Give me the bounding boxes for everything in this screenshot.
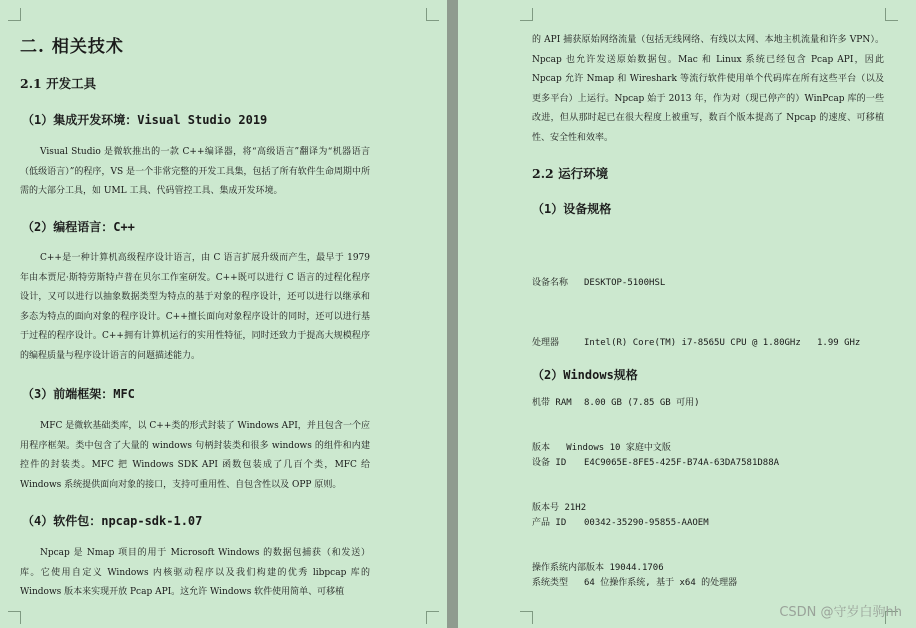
crop-mark: [885, 8, 898, 21]
item-heading-framework: （3）前端框架：MFC: [22, 387, 135, 401]
spec-label: 版本号: [532, 503, 560, 513]
subsection-title-runtime: 2.2 运行环境: [532, 166, 609, 181]
spec-value: 64 位操作系统, 基于 x64 的处理器: [584, 578, 738, 588]
spec-label: 产品 ID: [532, 518, 567, 528]
crop-mark: [426, 8, 439, 21]
spec-value: E4C9065E-8FE5-425F-B74A-63DA7581D88A: [584, 458, 780, 468]
spec-value: 00342-35290-95855-AAOEM: [584, 518, 709, 528]
item-paragraph-package: Npcap 是 Nmap 项目的用于 Microsoft Windows 的数据包捕获（和发送）库。它使用自定义 Windows 内核驱动程序以及我们构建的优秀 libpcap 库的 Windows 版本来实现开放 Pcap API。这允许 Windows 软件使用简单、可移植: [20, 548, 370, 597]
spec-row: [532, 438, 671, 458]
document-page-right: [458, 0, 916, 628]
csdn-watermark: CSDN @守岁白驹hh: [779, 605, 902, 620]
subsection-title: 2.1 开发工具: [20, 76, 97, 91]
spec-label: 操作系统内部版本: [532, 563, 605, 573]
device-spec-heading: （1）设备规格: [532, 202, 612, 216]
spec-label: 版本: [532, 443, 551, 453]
continued-paragraph: 的 API 捕获原始网络流量（包括无线网络、有线以太网、本地主机流量和许多 VPN）。Npcap 也允许发送原始数据包。Mac 和 Linux 系统已经包含 Pcap API，因此 Npcap 允许 Nmap 和 Wireshark 等流行软件使用单个代码库在所有这些平台（以及更多平台）上运行。Npcap 始于 2013 年，作为对（现已停产的）WinPcap 库的一些改进，但从那时起已在很大程度上被重写，数百个版本提高了 Npcap 的速度、可移植性、安全性和效率。: [532, 35, 884, 143]
crop-mark: [8, 611, 21, 624]
windows-spec-list: [532, 398, 671, 618]
item-heading-ide: （1）集成开发环境：Visual Studio 2019: [22, 113, 268, 127]
spec-value: 19044.1706: [609, 563, 664, 573]
item-paragraph-framework: MFC 是微软基础类库，以 C++类的形式封装了 Windows API，并且包含一个应用程序框架。类中包含了大量的 windows 句柄封装类和很多 windows 的组件和内建控件的封装类。MFC 把 Windows SDK API 函数包装成了几百个类，MFC 给 Windows 系统提供面向对象的接口，支持可重用性、自包含性以及 OPP 原则。: [20, 421, 370, 490]
windows-spec-heading: （2）Windows规格: [532, 368, 638, 382]
spec-label: 设备名称: [532, 278, 569, 288]
spec-row: [532, 558, 671, 578]
spec-row: [532, 273, 860, 293]
spec-row: [532, 333, 860, 353]
item-heading-language: （2）编程语言：C++: [22, 220, 135, 234]
spec-value: 8.00 GB (7.85 GB 可用): [584, 398, 700, 408]
spec-label: 处理器: [532, 338, 560, 348]
spec-value: Intel(R) Core(TM) i7-8565U CPU @ 1.80GHz 1.99 GHz: [584, 338, 861, 348]
spec-value: Windows 10 家庭中文版: [566, 443, 671, 453]
spec-label: 机带 RAM: [532, 398, 572, 408]
spec-label: 系统类型: [532, 578, 569, 588]
crop-mark: [426, 611, 439, 624]
item-paragraph-language: C++是一种计算机高级程序设计语言，由 C 语言扩展升级而产生，最早于 1979 年由本贾尼·斯特劳斯特卢普在贝尔工作室研发。C++既可以进行 C 语言的过程化程序设计，又可以进行以抽象数据类型为特点的基于对象的程序设计，还可以进行以继承和多态为特点的面向对象的程序设计。C++擅长面向对象程序设计的同时，还可以进行基于过程的程序设计。C++拥有计算机运行的实用性特征，同时还致力于提高大规模程序的编程质量与程序设计语言的问题描述能力。: [20, 253, 370, 361]
section-title: 二. 相关技术: [20, 37, 124, 57]
spec-label: 设备 ID: [532, 458, 567, 468]
document-page-left: [0, 0, 447, 628]
spec-row: [532, 498, 671, 518]
item-paragraph-ide: Visual Studio 是微软推出的一款 C++编译器，将“高级语言”翻译为“机器语言（低级语言）”的程序，VS 是一个非常完整的开发工具集，包括了所有软件生命周期中所需的大部分工具，如 UML 工具、代码管控工具、集成开发环境。: [20, 147, 370, 196]
crop-mark: [8, 8, 21, 21]
item-heading-package: （4）软件包：npcap-sdk-1.07: [22, 514, 203, 528]
crop-mark: [520, 8, 533, 21]
spec-value: 21H2: [564, 503, 587, 513]
spec-value: DESKTOP-5100HSL: [584, 278, 666, 288]
